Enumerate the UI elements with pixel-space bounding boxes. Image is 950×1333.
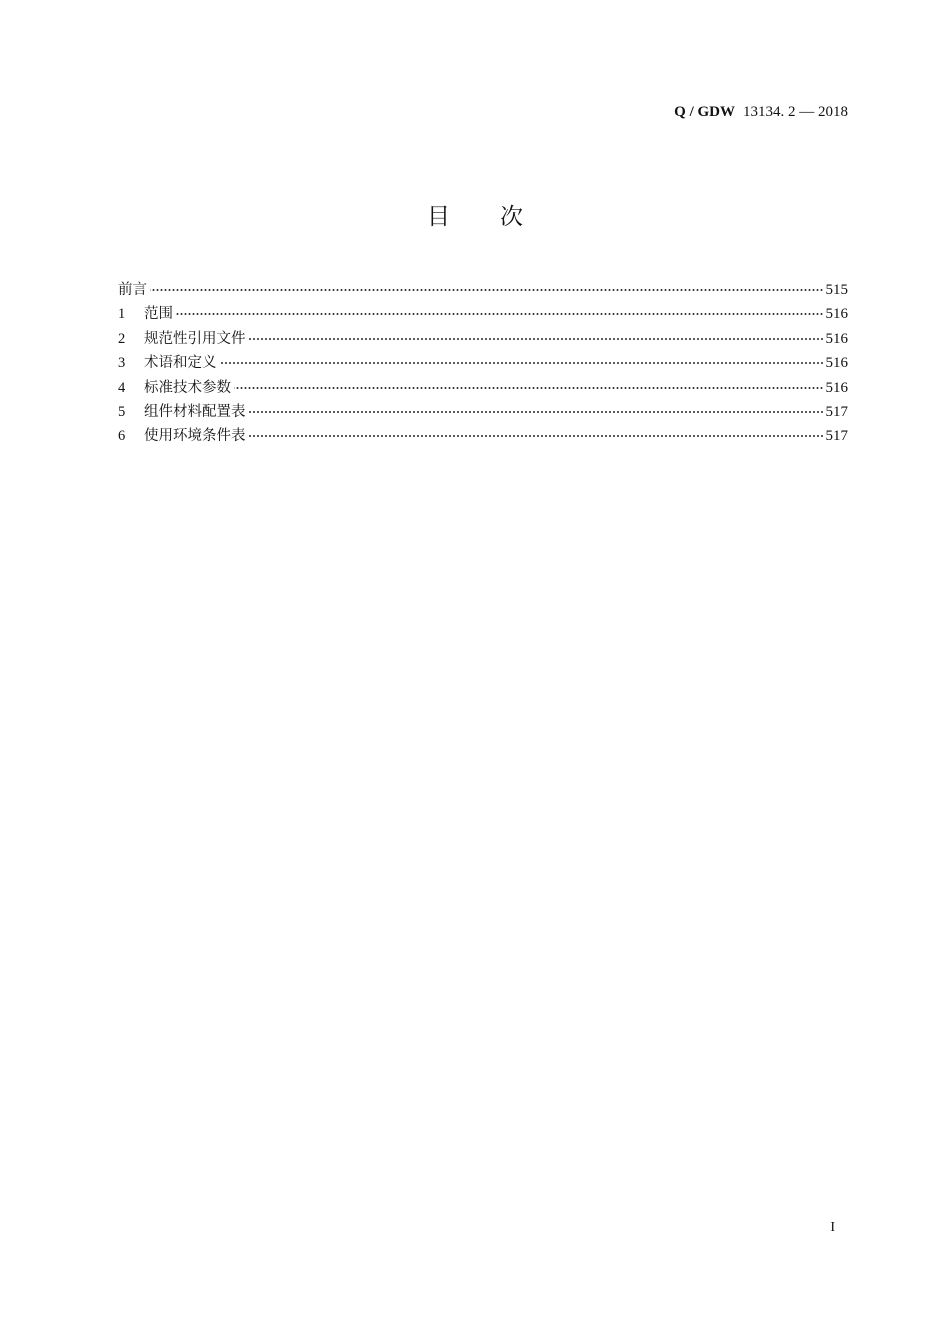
toc-leader-dots xyxy=(176,313,824,315)
toc-entry-number: 3 xyxy=(118,355,126,372)
toc-entry-label: 前言 xyxy=(118,282,147,298)
toc-leader-dots xyxy=(220,362,824,364)
toc-entry-material-configuration[interactable] xyxy=(118,400,848,424)
toc-leader-dots xyxy=(249,338,824,340)
toc-entry-label: 术语和定义 xyxy=(144,355,217,372)
toc-leader-dots xyxy=(249,411,824,413)
toc-entry-page: 516 xyxy=(825,379,848,396)
toc-entry-terms-definitions[interactable] xyxy=(118,351,848,375)
standard-number: 13134. 2 — 2018 xyxy=(743,104,848,120)
toc-entry-normative-references[interactable] xyxy=(118,327,848,351)
toc-entry-label: 范围 xyxy=(144,306,173,323)
table-of-contents xyxy=(118,278,848,449)
toc-entry-foreword[interactable] xyxy=(118,278,848,302)
toc-entry-number: 1 xyxy=(118,306,126,323)
document-header xyxy=(674,101,848,122)
toc-entry-page: 517 xyxy=(825,428,848,445)
toc-entry-number: 2 xyxy=(118,330,126,347)
toc-leader-dots xyxy=(249,435,824,437)
toc-entry-technical-parameters[interactable] xyxy=(118,376,848,400)
toc-entry-number: 6 xyxy=(118,428,126,445)
toc-entry-label: 组件材料配置表 xyxy=(144,403,246,420)
toc-title: 目次 xyxy=(427,204,573,230)
standard-prefix: Q / GDW xyxy=(674,104,735,120)
toc-entry-number: 5 xyxy=(118,403,126,420)
toc-entry-scope[interactable] xyxy=(118,302,848,326)
toc-entry-label: 规范性引用文件 xyxy=(144,330,246,347)
toc-entry-page: 515 xyxy=(825,282,848,298)
toc-entry-page: 516 xyxy=(825,330,848,347)
page-number: I xyxy=(830,1220,835,1235)
toc-leader-dots xyxy=(234,387,824,389)
toc-entry-environment-conditions[interactable] xyxy=(118,424,848,448)
toc-entry-label: 标准技术参数 xyxy=(144,379,231,396)
toc-entry-label: 使用环境条件表 xyxy=(144,428,246,445)
toc-entry-page: 516 xyxy=(825,355,848,372)
toc-entry-page: 517 xyxy=(825,403,848,420)
toc-entry-number: 4 xyxy=(118,379,126,396)
toc-leader-dots xyxy=(150,289,824,291)
toc-entry-page: 516 xyxy=(825,306,848,323)
